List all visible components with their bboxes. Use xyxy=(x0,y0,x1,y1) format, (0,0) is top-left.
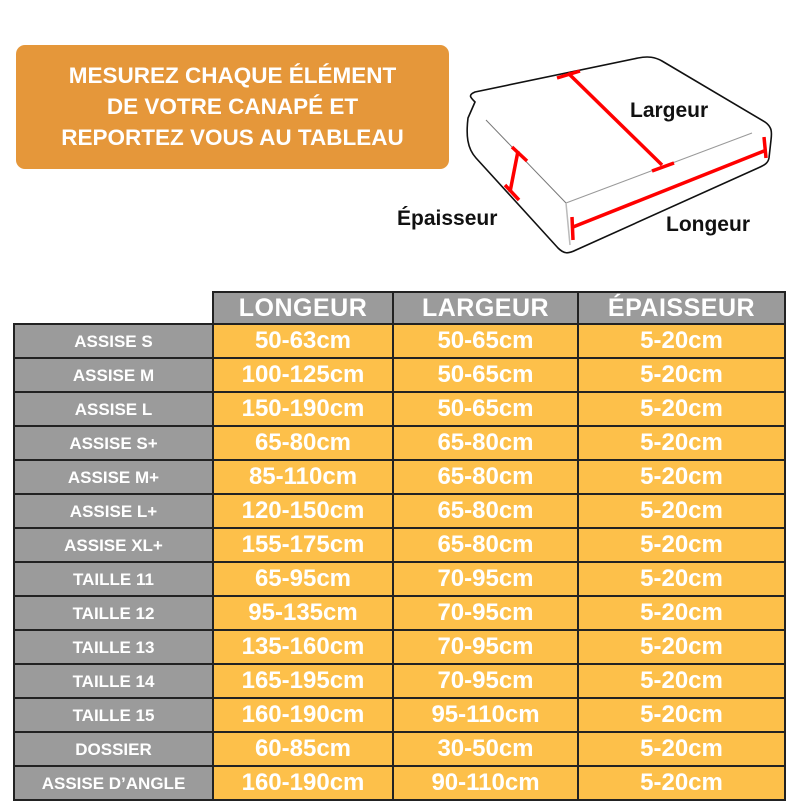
epaisseur-value: 5-20cm xyxy=(578,766,785,800)
row-label: ASSISE XL+ xyxy=(14,528,213,562)
epaisseur-value: 5-20cm xyxy=(578,630,785,664)
row-label: DOSSIER xyxy=(14,732,213,766)
epaisseur-value: 5-20cm xyxy=(578,596,785,630)
epaisseur-value: 5-20cm xyxy=(578,732,785,766)
largeur-value: 70-95cm xyxy=(393,596,578,630)
banner-line-1: MESUREZ CHAQUE ÉLÉMENT xyxy=(68,63,397,88)
longeur-value: 85-110cm xyxy=(213,460,393,494)
row-label: ASSISE S+ xyxy=(14,426,213,460)
longeur-value: 95-135cm xyxy=(213,596,393,630)
row-label: ASSISE M xyxy=(14,358,213,392)
cushion-diagram xyxy=(380,40,800,270)
longeur-value: 100-125cm xyxy=(213,358,393,392)
header-largeur: LARGEUR xyxy=(393,292,578,324)
largeur-value: 70-95cm xyxy=(393,630,578,664)
table-row xyxy=(14,324,785,358)
table-row xyxy=(14,494,785,528)
largeur-value: 30-50cm xyxy=(393,732,578,766)
epaisseur-value: 5-20cm xyxy=(578,494,785,528)
row-label: ASSISE M+ xyxy=(14,460,213,494)
table-row xyxy=(14,528,785,562)
longeur-value: 165-195cm xyxy=(213,664,393,698)
table-row xyxy=(14,358,785,392)
table-row xyxy=(14,426,785,460)
largeur-value: 65-80cm xyxy=(393,460,578,494)
largeur-label: Largeur xyxy=(630,99,709,122)
row-label: TAILLE 12 xyxy=(14,596,213,630)
table-header-row xyxy=(14,292,785,324)
row-label: TAILLE 11 xyxy=(14,562,213,596)
largeur-value: 65-80cm xyxy=(393,426,578,460)
row-label: TAILLE 13 xyxy=(14,630,213,664)
largeur-value: 65-80cm xyxy=(393,528,578,562)
header-blank-cell xyxy=(14,292,213,324)
largeur-value: 70-95cm xyxy=(393,664,578,698)
table-row xyxy=(14,596,785,630)
row-label: ASSISE S xyxy=(14,324,213,358)
epaisseur-value: 5-20cm xyxy=(578,392,785,426)
longeur-value: 160-190cm xyxy=(213,766,393,800)
row-label: ASSISE L xyxy=(14,392,213,426)
table-row xyxy=(14,732,785,766)
header-epaisseur: ÉPAISSEUR xyxy=(578,292,785,324)
longeur-value: 65-95cm xyxy=(213,562,393,596)
table-row xyxy=(14,698,785,732)
table-row xyxy=(14,766,785,800)
longeur-value: 160-190cm xyxy=(213,698,393,732)
table-row xyxy=(14,460,785,494)
table-row xyxy=(14,664,785,698)
epaisseur-value: 5-20cm xyxy=(578,426,785,460)
table-row xyxy=(14,562,785,596)
longeur-label: Longeur xyxy=(666,213,750,236)
longeur-value: 155-175cm xyxy=(213,528,393,562)
table-row xyxy=(14,630,785,664)
banner-line-2: DE VOTRE CANAPÉ ET xyxy=(106,94,359,119)
largeur-value: 65-80cm xyxy=(393,494,578,528)
row-label: ASSISE D’ANGLE xyxy=(14,766,213,800)
table-body xyxy=(14,324,785,800)
epaisseur-label: Épaisseur xyxy=(397,207,498,230)
size-table xyxy=(13,291,786,801)
epaisseur-value: 5-20cm xyxy=(578,664,785,698)
largeur-value: 50-65cm xyxy=(393,392,578,426)
epaisseur-measure-icon xyxy=(505,147,527,200)
row-label: ASSISE L+ xyxy=(14,494,213,528)
table-row xyxy=(14,392,785,426)
header-longeur: LONGEUR xyxy=(213,292,393,324)
largeur-value: 50-65cm xyxy=(393,358,578,392)
row-label: TAILLE 15 xyxy=(14,698,213,732)
epaisseur-value: 5-20cm xyxy=(578,358,785,392)
row-label: TAILLE 14 xyxy=(14,664,213,698)
banner-line-3: REPORTEZ VOUS AU TABLEAU xyxy=(61,125,404,150)
longeur-value: 135-160cm xyxy=(213,630,393,664)
longeur-value: 150-190cm xyxy=(213,392,393,426)
cushion-front-edge xyxy=(566,203,570,245)
epaisseur-value: 5-20cm xyxy=(578,562,785,596)
longeur-value: 60-85cm xyxy=(213,732,393,766)
epaisseur-value: 5-20cm xyxy=(578,698,785,732)
longeur-value: 50-63cm xyxy=(213,324,393,358)
epaisseur-value: 5-20cm xyxy=(578,460,785,494)
largeur-value: 70-95cm xyxy=(393,562,578,596)
epaisseur-value: 5-20cm xyxy=(578,324,785,358)
longeur-value: 65-80cm xyxy=(213,426,393,460)
largeur-value: 95-110cm xyxy=(393,698,578,732)
epaisseur-value: 5-20cm xyxy=(578,528,785,562)
largeur-value: 50-65cm xyxy=(393,324,578,358)
largeur-value: 90-110cm xyxy=(393,766,578,800)
longeur-value: 120-150cm xyxy=(213,494,393,528)
